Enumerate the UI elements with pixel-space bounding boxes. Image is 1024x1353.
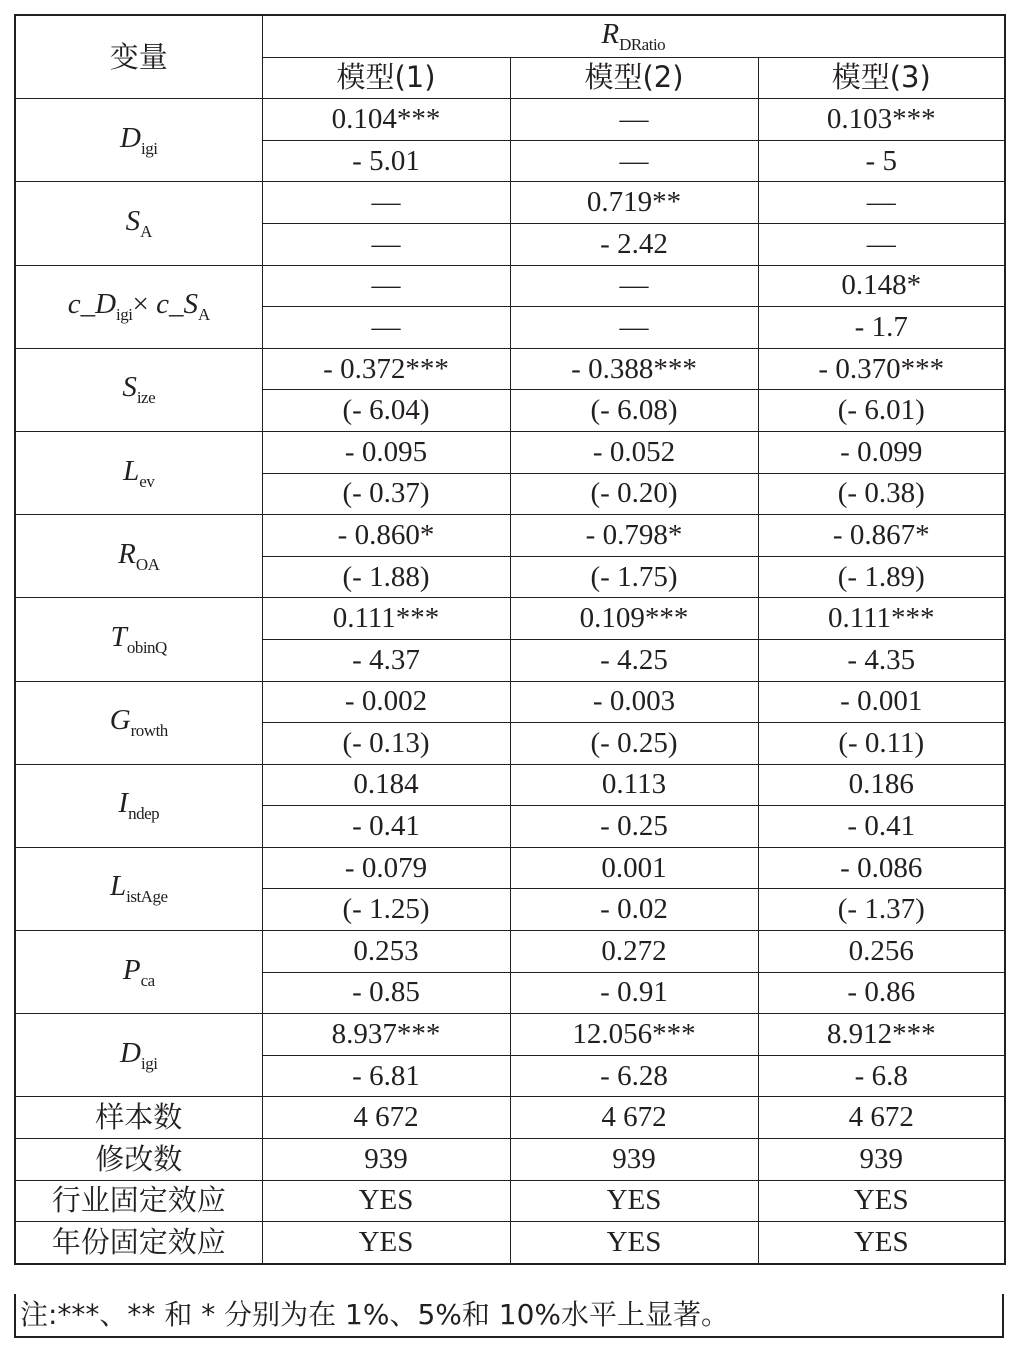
summary-value: 939 (758, 1139, 1005, 1181)
variable-name: $P_{ca}$ (15, 931, 262, 1014)
summary-label: 修改数 (15, 1139, 262, 1181)
coefficient-cell: - 0.860* (262, 515, 510, 557)
variable-name: $D_{igi}$ (15, 99, 262, 182)
summary-value: 4 672 (758, 1097, 1005, 1139)
coefficient-cell: 0.719** (510, 182, 758, 224)
table-row (15, 182, 1005, 224)
coefficient-cell: - 0.388*** (510, 348, 758, 390)
table-row (15, 265, 1005, 307)
table-note: 注:***、** 和 * 分别为在 1%、5%和 10%水平上显著。 (14, 1294, 1004, 1338)
coefficient-cell: — (758, 182, 1005, 224)
summary-value: 939 (262, 1139, 510, 1181)
statistic-cell: — (510, 307, 758, 349)
statistic-cell: - 2.42 (510, 223, 758, 265)
coefficient-cell: - 0.372*** (262, 348, 510, 390)
table-row (15, 431, 1005, 473)
statistic-cell: - 6.81 (262, 1055, 510, 1097)
coefficient-cell: — (510, 99, 758, 141)
table-row (15, 931, 1005, 973)
summary-row-revisions (15, 1139, 1005, 1181)
dependent-variable-header: $R_{DRatio}$ (262, 15, 1005, 57)
statistic-cell: (- 0.13) (262, 723, 510, 765)
coefficient-cell: 0.256 (758, 931, 1005, 973)
variable-header: 变量 (15, 15, 262, 99)
variable-name: $T_{obinQ}$ (15, 598, 262, 681)
statistic-cell: - 0.02 (510, 889, 758, 931)
coefficient-cell: - 0.079 (262, 847, 510, 889)
statistic-cell: - 0.41 (758, 806, 1005, 848)
coefficient-cell: 0.001 (510, 847, 758, 889)
statistic-cell: - 4.37 (262, 639, 510, 681)
coefficient-cell: 0.184 (262, 764, 510, 806)
coefficient-cell: 8.912*** (758, 1014, 1005, 1056)
summary-value: YES (262, 1180, 510, 1222)
coefficient-cell: — (510, 265, 758, 307)
variable-name: $S_{ize}$ (15, 348, 262, 431)
table-row (15, 99, 1005, 141)
variable-name: $S_A$ (15, 182, 262, 265)
coefficient-cell: 0.111*** (262, 598, 510, 640)
summary-row-sample-size (15, 1097, 1005, 1139)
coefficient-cell: - 0.798* (510, 515, 758, 557)
statistic-cell: (- 0.11) (758, 723, 1005, 765)
summary-value: YES (510, 1180, 758, 1222)
statistic-cell: (- 6.01) (758, 390, 1005, 432)
summary-value: 939 (510, 1139, 758, 1181)
coefficient-cell: - 0.867* (758, 515, 1005, 557)
coefficient-cell: — (262, 182, 510, 224)
table-row (15, 681, 1005, 723)
statistic-cell: - 5.01 (262, 140, 510, 182)
summary-label: 年份固定效应 (15, 1222, 262, 1264)
statistic-cell: - 0.25 (510, 806, 758, 848)
variable-name: $D_{igi}$ (15, 1014, 262, 1097)
table-row (15, 348, 1005, 390)
summary-value: YES (262, 1222, 510, 1264)
summary-row-year-fe (15, 1222, 1005, 1264)
variable-name: $L_{istAge}$ (15, 847, 262, 930)
statistic-cell: — (262, 307, 510, 349)
summary-value: 4 672 (262, 1097, 510, 1139)
coefficient-cell: 0.111*** (758, 598, 1005, 640)
summary-value: YES (510, 1222, 758, 1264)
statistic-cell: (- 1.75) (510, 556, 758, 598)
statistic-cell: — (758, 223, 1005, 265)
variable-name: $c\_D_{igi}\times$ $c\_S_A$ (15, 265, 262, 348)
variable-name: $R_{OA}$ (15, 515, 262, 598)
statistic-cell: (- 6.08) (510, 390, 758, 432)
statistic-cell: - 6.28 (510, 1055, 758, 1097)
statistic-cell: (- 6.04) (262, 390, 510, 432)
coefficient-cell: - 0.001 (758, 681, 1005, 723)
coefficient-cell: 0.104*** (262, 99, 510, 141)
statistic-cell: (- 1.88) (262, 556, 510, 598)
variable-name: $G_{rowth}$ (15, 681, 262, 764)
coefficient-cell: 8.937*** (262, 1014, 510, 1056)
regression-table (14, 14, 1006, 1265)
summary-label: 行业固定效应 (15, 1180, 262, 1222)
variable-name: $L_{ev}$ (15, 431, 262, 514)
coefficient-cell: — (262, 265, 510, 307)
summary-value: YES (758, 1222, 1005, 1264)
summary-value: 4 672 (510, 1097, 758, 1139)
table-row (15, 1014, 1005, 1056)
model-1-header: 模型(1) (262, 57, 510, 99)
coefficient-cell: 0.186 (758, 764, 1005, 806)
summary-row-industry-fe (15, 1180, 1005, 1222)
statistic-cell: (- 1.89) (758, 556, 1005, 598)
statistic-cell: (- 1.37) (758, 889, 1005, 931)
statistic-cell: (- 0.20) (510, 473, 758, 515)
table-row (15, 764, 1005, 806)
statistic-cell: — (510, 140, 758, 182)
header-row-dependent (15, 15, 1005, 57)
statistic-cell: - 0.41 (262, 806, 510, 848)
coefficient-cell: - 0.002 (262, 681, 510, 723)
statistic-cell: (- 0.25) (510, 723, 758, 765)
coefficient-cell: - 0.052 (510, 431, 758, 473)
model-2-header: 模型(2) (510, 57, 758, 99)
statistic-cell: (- 0.38) (758, 473, 1005, 515)
coefficient-cell: 0.272 (510, 931, 758, 973)
table-row (15, 847, 1005, 889)
coefficient-cell: 0.113 (510, 764, 758, 806)
coefficient-cell: - 0.370*** (758, 348, 1005, 390)
statistic-cell: - 4.35 (758, 639, 1005, 681)
coefficient-cell: 0.148* (758, 265, 1005, 307)
statistic-cell: - 5 (758, 140, 1005, 182)
coefficient-cell: 0.103*** (758, 99, 1005, 141)
table-row (15, 598, 1005, 640)
coefficient-cell: 12.056*** (510, 1014, 758, 1056)
coefficient-cell: - 0.086 (758, 847, 1005, 889)
coefficient-cell: 0.253 (262, 931, 510, 973)
coefficient-cell: - 0.095 (262, 431, 510, 473)
statistic-cell: (- 0.37) (262, 473, 510, 515)
statistic-cell: — (262, 223, 510, 265)
coefficient-cell: 0.109*** (510, 598, 758, 640)
statistic-cell: - 0.86 (758, 972, 1005, 1014)
statistic-cell: (- 1.25) (262, 889, 510, 931)
table-row (15, 515, 1005, 557)
variable-name: $I_{ndep}$ (15, 764, 262, 847)
coefficient-cell: - 0.003 (510, 681, 758, 723)
coefficient-cell: - 0.099 (758, 431, 1005, 473)
statistic-cell: - 0.85 (262, 972, 510, 1014)
statistic-cell: - 0.91 (510, 972, 758, 1014)
statistic-cell: - 1.7 (758, 307, 1005, 349)
statistic-cell: - 6.8 (758, 1055, 1005, 1097)
summary-label: 样本数 (15, 1097, 262, 1139)
model-3-header: 模型(3) (758, 57, 1005, 99)
summary-value: YES (758, 1180, 1005, 1222)
statistic-cell: - 4.25 (510, 639, 758, 681)
